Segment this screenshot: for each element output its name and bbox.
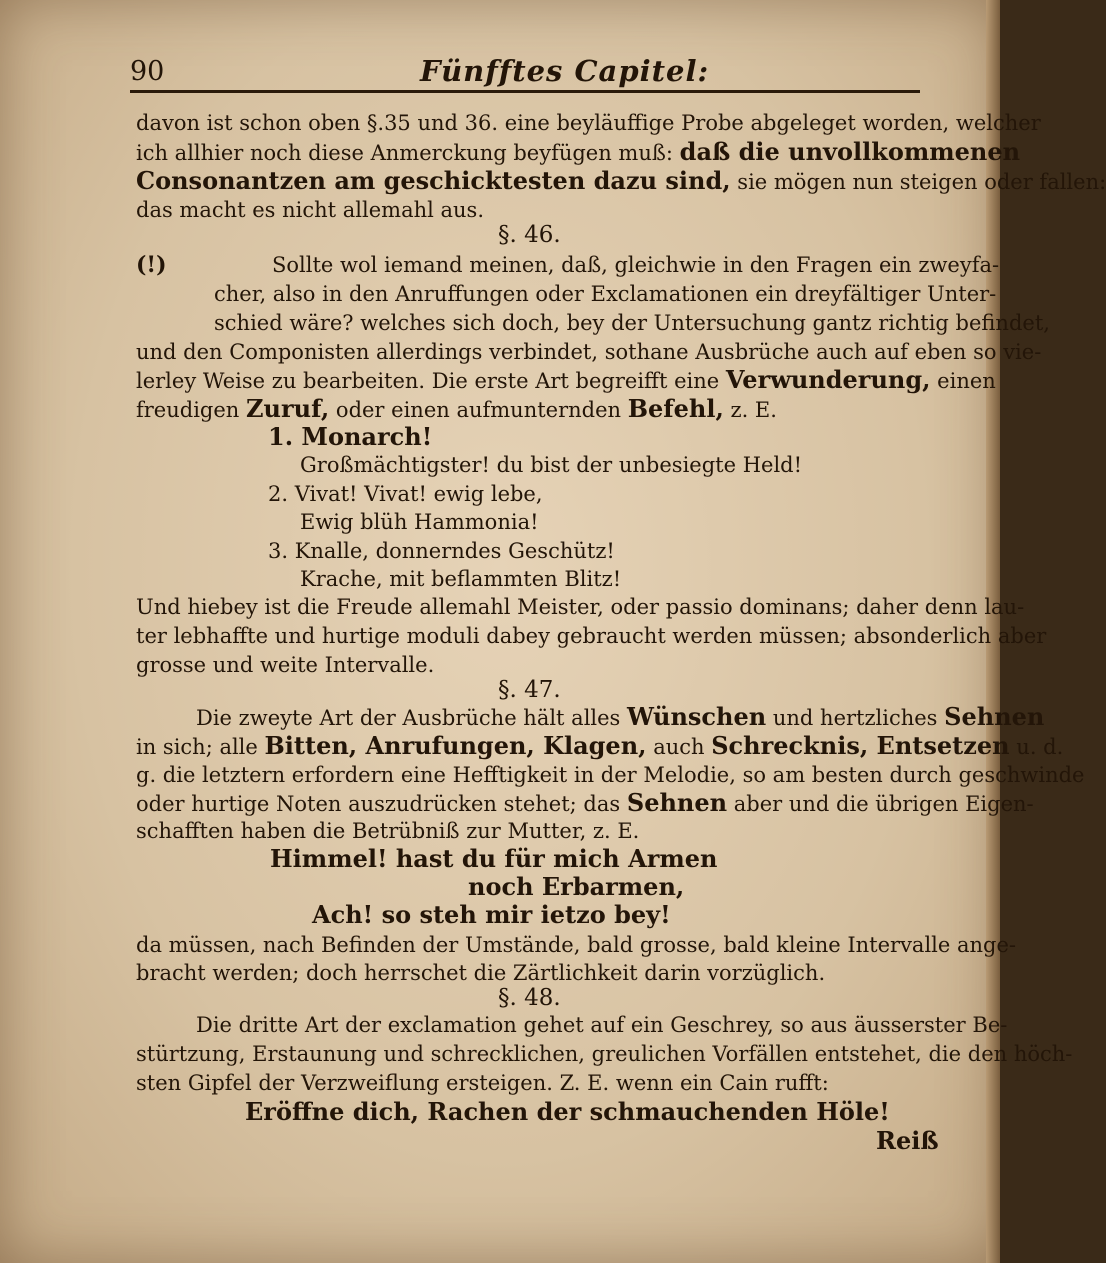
emphasis-text: Bitten, Anrufungen, Klagen, (264, 731, 647, 760)
page-number: 90 (130, 56, 165, 87)
text-run: auch (653, 735, 705, 759)
text-line: Und hiebey ist die Freude allemahl Meister, oder passio dominans; daher denn lau- (136, 595, 1025, 619)
emphasis-text: Sehnen (944, 702, 1045, 731)
section-heading: §. 47. (498, 677, 561, 703)
text-run: sie mögen nun steigen oder fallen: (737, 170, 1106, 194)
text-line: ter lebhaffte und hurtige moduli dabey gebraucht werden müssen; absonderlich aber (136, 624, 1047, 648)
emphasis-text: Wünschen (627, 702, 767, 731)
catchword: Reiß (876, 1126, 939, 1155)
text-run: z. E. (730, 398, 777, 422)
example-line: 1. Monarch! (268, 422, 433, 451)
section-heading: §. 48. (498, 985, 561, 1011)
text-run: oder hurtige Noten auszudrücken stehet; das (136, 792, 621, 816)
text-run: einen (937, 369, 996, 393)
text-line: Sollte wol iemand meinen, daß, gleichwie in den Fragen ein zweyfa- (272, 253, 1000, 277)
section-heading: §. 46. (498, 222, 561, 248)
example-line: noch Erbarmen, (468, 872, 685, 901)
page-header (130, 52, 930, 92)
text-line: das macht es nicht allemahl aus. (136, 198, 484, 222)
emphasis-text: Befehl, (627, 394, 724, 423)
text-line: cher, also in den Anruffungen oder Exclamationen ein dreyfältiger Unter- (214, 282, 997, 306)
text-line: Die dritte Art der exclamation gehet auf ein Geschrey, so aus äusserster Be- (196, 1013, 1008, 1037)
running-title: Fünfftes Capitel: (420, 54, 710, 88)
example-line: 3. Knalle, donnerndes Geschütz! (268, 539, 615, 563)
text-run: Die zweyte Art der Ausbrüche hält alles (196, 706, 621, 730)
margin-mark: (!) (136, 252, 167, 278)
text-run: aber und die übrigen Eigen- (733, 792, 1034, 816)
emphasis-text: daß die unvollkommenen (679, 137, 1021, 166)
example-line: Himmel! hast du für mich Armen (270, 844, 718, 873)
text-run: in sich; alle (136, 735, 258, 759)
text-run: oder einen aufmunternden (335, 398, 622, 422)
text-line (136, 733, 1063, 760)
text-run: lerley Weise zu bearbeiten. Die erste Art begreifft eine (136, 369, 720, 393)
text-line: schied wäre? welches sich doch, bey der Untersuchung gantz richtig befindet, (214, 311, 1050, 335)
emphasis-text: Sehnen (626, 788, 728, 817)
text-line: davon ist schon oben §.35 und 36. eine beyläuffige Probe abgeleget worden, welcher (136, 111, 1041, 135)
text-line: und den Componisten allerdings verbindet, sothane Ausbrüche auch auf eben so vie- (136, 340, 1042, 364)
example-line: 2. Vivat! Vivat! ewig lebe, (268, 482, 543, 506)
text-line (136, 790, 1034, 817)
text-line (136, 168, 1106, 195)
text-line: g. die letztern erfordern eine Hefftigkeit in der Melodie, so am besten durch geschwinde (136, 763, 1085, 787)
text-line (196, 704, 1044, 731)
text-run: u. d. (1016, 735, 1064, 759)
text-line (136, 396, 777, 423)
text-run: freudigen (136, 398, 240, 422)
text-run: ich allhier noch diese Anmerckung beyfügen muß: (136, 141, 673, 165)
text-line (136, 367, 996, 394)
text-line: da müssen, nach Befinden der Umstände, bald grosse, bald kleine Intervalle ange- (136, 933, 1017, 957)
example-line: Ewig blüh Hammonia! (300, 510, 539, 534)
example-line: Ach! so steh mir ietzo bey! (312, 900, 671, 929)
example-line: Großmächtigster! du bist der unbesiegte Held! (300, 453, 803, 477)
header-rule (130, 90, 920, 93)
text-line (136, 139, 1020, 166)
emphasis-text: Schrecknis, Entsetzen (711, 731, 1010, 760)
text-line: stürtzung, Erstaunung und schrecklichen, greulichen Vorfällen entstehet, die den höch- (136, 1042, 1073, 1066)
emphasis-text: Verwunderung, (725, 365, 931, 394)
emphasis-text: Zuruf, (246, 394, 330, 423)
text-run: und hertzliches (772, 706, 938, 730)
text-line: schafften haben die Betrübniß zur Mutter, z. E. (136, 819, 640, 843)
text-line: sten Gipfel der Verzweiflung ersteigen. Z. E. wenn ein Cain rufft: (136, 1071, 829, 1095)
text-line: grosse und weite Intervalle. (136, 653, 435, 677)
example-line: Krache, mit beflammten Blitz! (300, 567, 622, 591)
example-line: Eröffne dich, Rachen der schmauchenden Höle! (245, 1097, 890, 1126)
text-line: bracht werden; doch herrschet die Zärtlichkeit darin vorzüglich. (136, 961, 826, 985)
emphasis-text: Consonantzen am geschicktesten dazu sind, (136, 166, 731, 195)
